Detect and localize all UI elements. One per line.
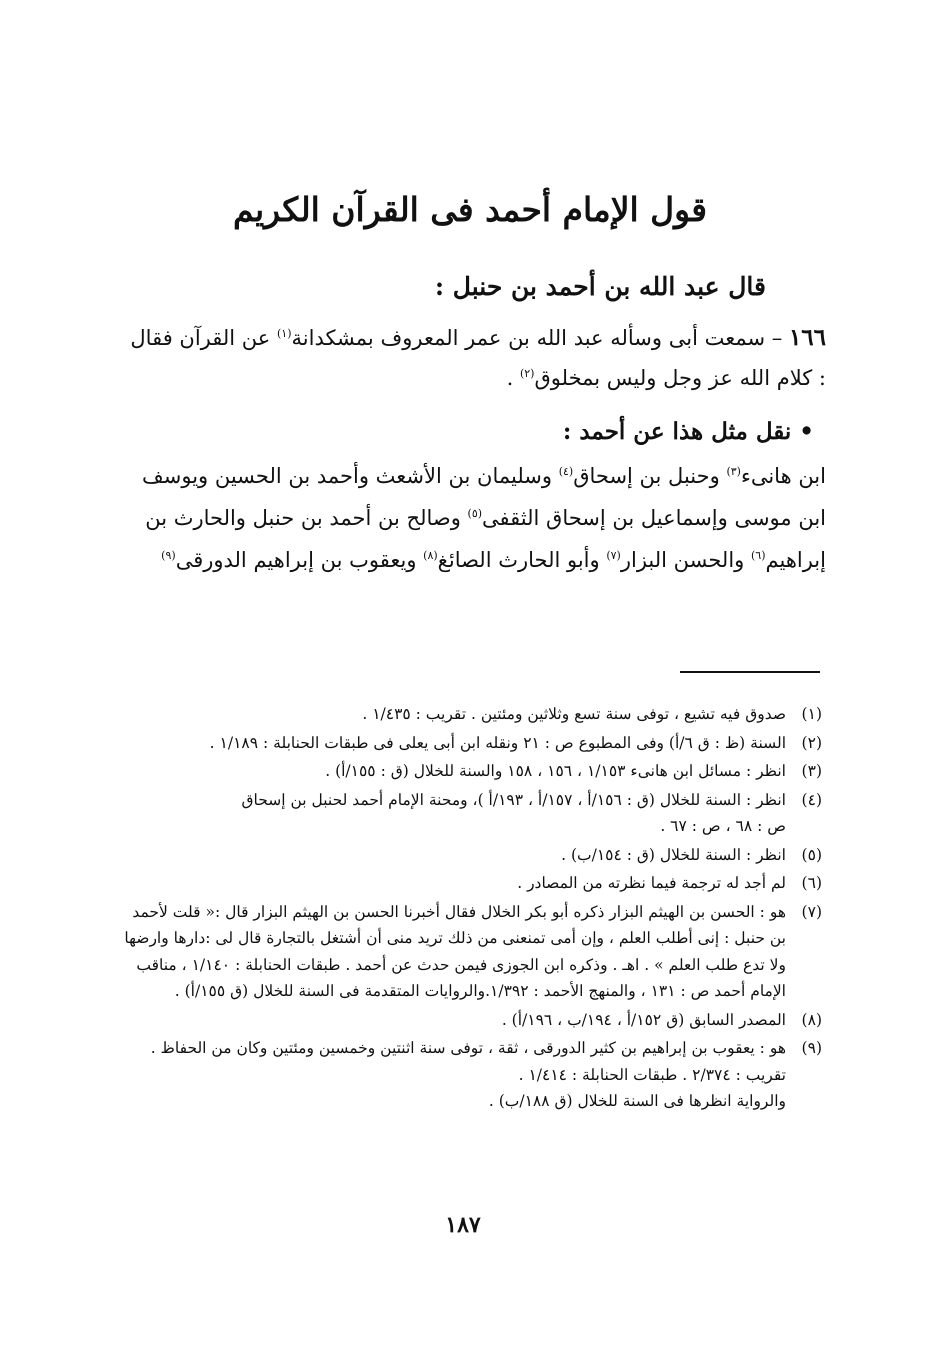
narration-text-c: . bbox=[506, 366, 520, 390]
footnote-ref-6[interactable]: (٦) bbox=[750, 549, 766, 562]
footnote-label: (٣) bbox=[801, 762, 822, 780]
footnote-continuation: والرواية انظرها فى السنة للخلال (ق ١٨٨/ب) . bbox=[488, 1092, 786, 1110]
footnote-text: لم أجد له ترجمة فيما نظرته من المصادر . bbox=[517, 874, 786, 892]
transmitter-text: ابن هانىء bbox=[740, 464, 826, 488]
footnote-ref-5[interactable]: (٥) bbox=[467, 507, 483, 520]
footnote-label: (٦) bbox=[801, 874, 822, 892]
footnote-text: انظر : مسائل ابن هانىء ١/١٥٣ ، ١٥٦ ، ١٥٨ والسنة للخلال (ق : ١٥٥/أ) . bbox=[325, 762, 786, 780]
footnote-3 bbox=[122, 758, 822, 785]
footnote-continuation: ص : ٦٨ ، ص : ٦٧ . bbox=[660, 817, 786, 835]
footnote-text: هو : يعقوب بن إبراهيم بن كثير الدورقى ، ثقة ، توفى سنة اثنتين وخمسين ومئتين وكان من الحفاظ . bbox=[150, 1039, 786, 1057]
footnote-ref-2[interactable]: (٢) bbox=[519, 367, 535, 380]
footnote-4 bbox=[122, 787, 822, 840]
footnote-label: (٩) bbox=[801, 1039, 822, 1057]
footnote-separator bbox=[680, 671, 820, 673]
footnote-8 bbox=[122, 1007, 822, 1034]
footnote-text: المصدر السابق (ق ١٥٢/أ ، ١٩٤/ب ، ١٩٦/أ) . bbox=[501, 1010, 786, 1029]
footnote-5 bbox=[122, 842, 822, 869]
attribution-heading: قال عبد الله بن أحمد بن حنبل : bbox=[434, 272, 766, 301]
narration-text-b: عن القرآن فقال : كلام الله عز وجل وليس بمخلوق bbox=[130, 326, 826, 390]
page-number: ١٨٧ bbox=[445, 1212, 481, 1238]
footnote-label: (٧) bbox=[801, 902, 822, 921]
footnote-ref-8[interactable]: (٨) bbox=[423, 549, 438, 562]
footnote-ref-7[interactable]: (٧) bbox=[606, 549, 621, 562]
footnote-text: انظر : السنة للخلال (ق : ١٥٦/أ ، ١٥٧/أ ، ١٩٣/أ )، ومحنة الإمام أحمد لحنبل بن إسحاق bbox=[241, 790, 786, 809]
transmitter-text: ويعقوب بن إبراهيم الدورقى bbox=[175, 548, 424, 572]
footnote-ref-9[interactable]: (٩) bbox=[161, 549, 176, 562]
footnotes-section bbox=[122, 701, 822, 1117]
transmitter-text: وصالح بن أحمد بن حنبل والحارث بن إبراهيم bbox=[145, 506, 826, 572]
footnote-text: صدوق فيه تشيع ، توفى سنة تسع وثلاثين ومئتين . تقريب : ١/٤٣٥ . bbox=[362, 705, 786, 723]
narration-text-a: – سمعت أبى وسأله عبد الله بن عمر المعروف بمشكدانة bbox=[291, 326, 783, 350]
footnote-label: (٤) bbox=[801, 790, 822, 809]
footnote-9 bbox=[122, 1035, 822, 1115]
transmitter-text: وحنبل بن إسحاق bbox=[573, 464, 727, 488]
transmitter-text: وسليمان بن الأشعث وأحمد بن الحسين ويوسف ابن موسى وإسماعيل بن إسحاق الثقفى bbox=[142, 464, 826, 530]
footnote-label: (٨) bbox=[801, 1010, 822, 1029]
transmitted-heading: • نقل مثل هذا عن أحمد : bbox=[562, 418, 814, 445]
footnote-7 bbox=[122, 899, 822, 1005]
transmitter-text: والحسن البزار bbox=[620, 548, 751, 572]
footnote-text: انظر : السنة للخلال (ق : ١٥٤/ب) . bbox=[561, 845, 786, 864]
footnote-label: (٥) bbox=[801, 845, 822, 864]
transmitter-text: وأبو الحارث الصائغ bbox=[437, 548, 607, 572]
footnote-label: (٢) bbox=[801, 733, 822, 752]
footnote-2 bbox=[122, 730, 822, 757]
page-title: قول الإمام أحمد فى القرآن الكريم bbox=[233, 190, 707, 229]
footnote-6 bbox=[122, 870, 822, 897]
footnote-ref-3[interactable]: (٣) bbox=[726, 465, 741, 478]
footnote-label: (١) bbox=[801, 705, 822, 723]
footnote-ref-4[interactable]: (٤) bbox=[558, 465, 574, 478]
footnote-continuation: تقريب : ٢/٣٧٤ . طبقات الحنابلة : ١/٤١٤ . bbox=[518, 1065, 786, 1084]
footnote-text: هو : الحسن بن الهيثم البزار ذكره أبو بكر الخلال فقال أخبرنا الحسن بن الهيثم البزار قال :« قلت لأحمد بن حنبل : إنى أطلب العلم ، وإن أمى تمنعنى من ذلك تريد منى أن أشتغل بالتجارة قال لى :دارها وارضها ولا تدع طلب العلم » . اهـ . وذكره ابن الجوزى فيمن حدث عن أحمد . طبقات الحنابلة : ١/١٤٠ ، مناقب الإمام أحمد ص : ١٣١ ، والمنهج الأحمد : ١/٣٩٢.والروايات المتقدمة فى السنة للخلال (ق ١٥٥/أ) . bbox=[124, 902, 786, 1000]
footnote-ref-1[interactable]: (١) bbox=[276, 327, 292, 340]
footnote-text: السنة (ظ : ق ٦/أ) وفى المطبوع ص : ٢١ ونقله ابن أبى يعلى فى طبقات الحنابلة : ١/١٨٩ . bbox=[209, 733, 786, 752]
narration-number: ١٦٦ bbox=[788, 324, 826, 351]
narration-166 bbox=[126, 318, 826, 398]
footnote-1 bbox=[122, 701, 822, 728]
transmitters-paragraph bbox=[126, 455, 826, 581]
